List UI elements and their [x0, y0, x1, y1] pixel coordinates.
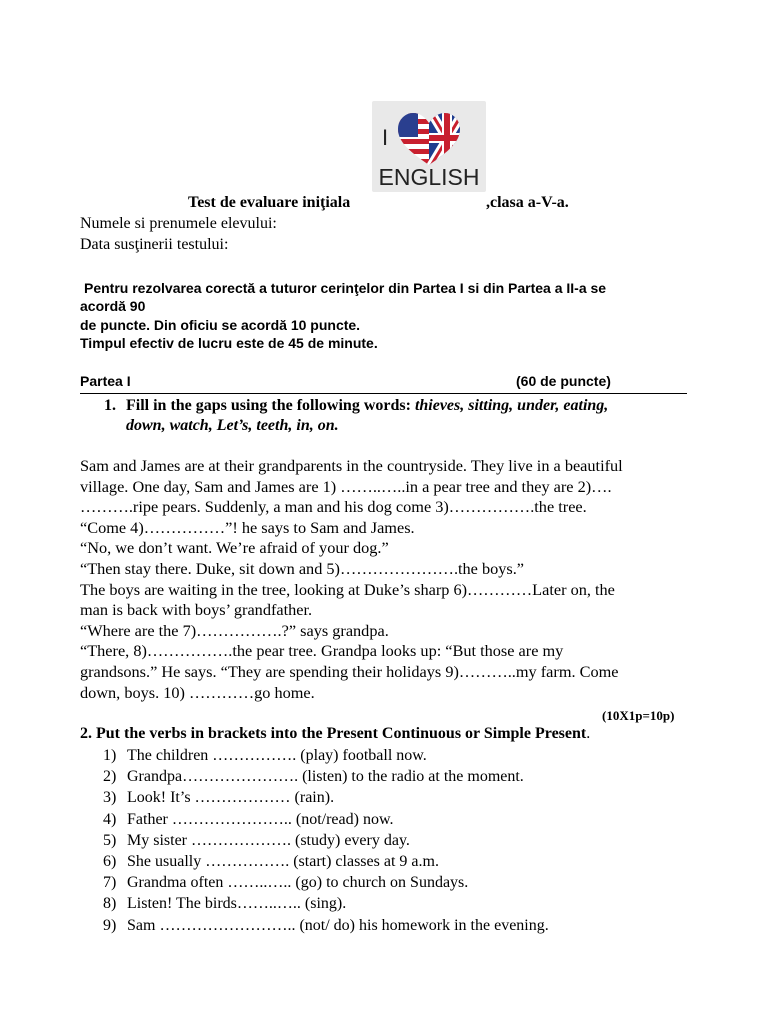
- ex1-score: (10X1p=10p): [602, 708, 675, 723]
- story-line: “There, 8)…………….the pear tree. Grandpa looks up: “But those are my: [80, 641, 564, 661]
- ex1-word-bank: down, watch, Let’s, teeth, in, on.: [126, 417, 339, 434]
- student-name-line: Numele si prenumele elevului:: [80, 215, 277, 232]
- instructions-line-2: acordă 90: [80, 298, 146, 314]
- story-line: ……….ripe pears. Suddenly, a man and his dog come 3)…………….the tree.: [80, 497, 587, 517]
- svg-text:ENGLISH: ENGLISH: [378, 164, 480, 190]
- heart-flag-icon: [372, 101, 486, 192]
- story-line: down, boys. 10) …………go home.: [80, 682, 315, 702]
- part-points: (60 de puncte): [516, 373, 611, 389]
- test-title: Test de evaluare iniţiala: [188, 194, 351, 211]
- story-line: man is back with boys’ grandfather.: [80, 600, 313, 620]
- story-line: grandsons.” He says. “They are spending their holidays 9)………..my farm. Come: [80, 661, 619, 681]
- list-item: 5) My sister ………………. (study) every day.: [103, 831, 410, 849]
- instructions-line-3: de puncte. Din oficiu se acordă 10 puncte.: [80, 317, 361, 333]
- ex1-heading: Fill in the gaps using the following words: thieves, sitting, under, eating,: [126, 397, 609, 414]
- list-item: 9) Sam …………………….. (not/ do) his homework in the evening.: [103, 916, 549, 934]
- story-line: The boys are waiting in the tree, looking at Duke’s sharp 6)…………Later on, the: [80, 579, 615, 599]
- list-item: 6) She usually ……………. (start) classes at 9 a.m.: [103, 853, 439, 871]
- ex1-story: [80, 456, 692, 703]
- story-line: “Where are the 7)…………….?” says grandpa.: [80, 620, 389, 640]
- test-date-line: Data susţinerii testului:: [80, 236, 229, 253]
- ex2-list: [103, 745, 549, 936]
- i-love-english-logo: [372, 101, 486, 192]
- story-line: “Then stay there. Duke, sit down and 5)………………….the boys.”: [80, 558, 525, 578]
- list-item: 8) Listen! The birds……..….. (sing).: [103, 895, 347, 913]
- list-item: 7) Grandma often ……..….. (go) to church on Sundays.: [103, 874, 469, 892]
- story-line: Sam and James are at their grandparents in the countryside. They live in a beautiful: [80, 456, 623, 475]
- section-divider: [80, 393, 687, 394]
- ex1-number: 1.: [104, 397, 116, 414]
- ex2-heading: 2. Put the verbs in brackets into the Present Continuous or Simple Present.: [80, 725, 591, 742]
- story-line: “No, we don’t want. We’re afraid of your dog.”: [80, 538, 389, 558]
- list-item: 2) Grandpa…………………. (listen) to the radio at the moment.: [103, 768, 524, 786]
- story-line: “Come 4)……………”! he says to Sam and James.: [80, 517, 415, 537]
- list-item: 4) Father ………………….. (not/read) now.: [103, 810, 394, 828]
- part-label: Partea I: [80, 373, 131, 389]
- class-label: ,clasa a-V-a.: [486, 194, 569, 211]
- svg-text:I: I: [382, 125, 389, 150]
- list-item: 3) Look! It’s ……………… (rain).: [103, 789, 335, 807]
- story-line: village. One day, Sam and James are 1) ……..…..in a pear tree and they are 2)….: [80, 476, 612, 496]
- list-item: 1) The children ……………. (play) football now.: [103, 747, 427, 764]
- instructions-line-4: Timpul efectiv de lucru este de 45 de minute.: [80, 335, 378, 351]
- instructions-line-1: Pentru rezolvarea corectă a tuturor cerinţelor din Partea I si din Partea a II-a se: [84, 280, 607, 296]
